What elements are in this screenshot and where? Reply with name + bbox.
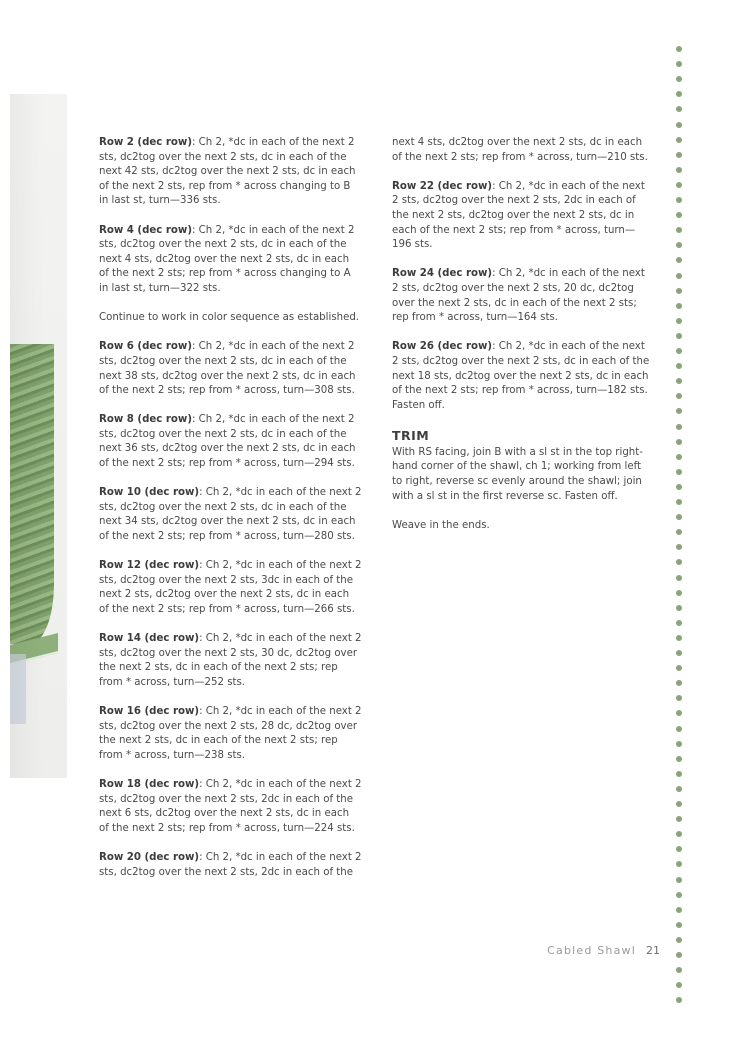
row-label: Row 2 (dec row)	[99, 137, 192, 148]
border-dot	[676, 922, 682, 928]
row-text: : Ch 2, *dc in each of the next 2 sts, dc2tog over the next 2 sts, dc in each of the next 42 sts, dc2tog over the next 2 sts, dc in each of the next 2 sts, rep from * across changing to B in last st, turn—336 sts.	[99, 137, 356, 207]
row-text: next 4 sts, dc2tog over the next 2 sts, dc in each of the next 2 sts; rep from * across, turn—210 sts.	[392, 137, 648, 163]
border-dot	[676, 967, 682, 973]
row-label: Row 26 (dec row)	[392, 341, 493, 353]
border-dot	[676, 605, 682, 611]
border-dot	[676, 529, 682, 535]
border-dot	[676, 122, 682, 128]
border-dot	[676, 348, 682, 354]
trim-paragraph: With RS facing, join B with a sl st in the top right-hand corner of the shawl, ch 1; working from left to right, reverse sc evenly around the shawl; join with a sl st in the first reverse sc. Fasten off.	[392, 446, 643, 502]
border-dot	[676, 288, 682, 294]
border-dot	[676, 831, 682, 837]
border-dot	[676, 982, 682, 988]
border-dot	[676, 393, 682, 399]
dotted-border	[676, 46, 688, 1006]
border-dot	[676, 514, 682, 520]
border-dot	[676, 242, 682, 248]
instruction-paragraph	[99, 705, 362, 763]
row-text: : Ch 2, *dc in each of the next 2 sts, dc2tog over the next 2 sts, dc in each of the next 38 sts, dc2tog over the next 2 sts, dc in each of the next 2 sts; rep from * across, turn—308 sts.	[99, 341, 356, 397]
row-text: : Ch 2, *dc in each of the next 2 sts, dc2tog over the next 2 sts, dc in each of the next 4 sts, dc2tog over the next 2 sts, dc in each of the next 2 sts; rep from * across changing to A in last st, turn—322 sts.	[99, 224, 355, 294]
row-label: Row 16 (dec row)	[99, 706, 200, 718]
border-dot	[676, 907, 682, 913]
row-text: : Ch 2, *dc in each of the next 2 sts, dc2tog over the next 2 sts, 2dc in each of the next 6 sts, dc2tog over the next 2 sts, dc in each of the next 2 sts; rep from * across, turn—224 sts.	[99, 779, 362, 834]
border-dot	[676, 590, 682, 596]
instruction-paragraph	[99, 413, 362, 471]
border-dot	[676, 484, 682, 490]
row-label: Row 4 (dec row)	[99, 224, 192, 236]
row-text: : Ch 2, *dc in each of the next 2 sts, dc2tog over the next 2 sts, 20 dc, dc2tog over the next 2 sts, dc in each of the next 2 sts; rep from * across, turn—164 sts.	[392, 268, 645, 324]
left-column	[99, 136, 362, 895]
row-text: : Ch 2, *dc in each of the next 2 sts, dc2tog over the next 2 sts, dc in each of the next 34 sts, dc2tog over the next 2 sts, dc in each of the next 2 sts; rep from * across, turn—280 sts.	[99, 487, 362, 543]
instruction-paragraph	[392, 340, 654, 413]
border-dot	[676, 710, 682, 716]
instruction-paragraph	[392, 136, 654, 165]
border-dot	[676, 726, 682, 732]
instruction-paragraph	[99, 136, 362, 209]
border-dot	[676, 952, 682, 958]
border-dot	[676, 454, 682, 460]
page-footer	[500, 944, 660, 957]
row-label: Row 24 (dec row)	[392, 268, 493, 280]
border-dot	[676, 273, 682, 279]
row-text: : Ch 2, *dc in each of the next 2 sts, dc2tog over the next 2 sts, 2dc in each of the next 2 sts, dc2tog over the next 2 sts, dc in each of the next 2 sts; rep from * across, turn—196 sts.	[392, 180, 645, 251]
instruction-paragraph	[99, 632, 362, 690]
instruction-paragraph	[392, 180, 654, 253]
trim-heading: TRIM	[392, 427, 430, 443]
border-dot	[676, 861, 682, 867]
border-dot	[676, 846, 682, 852]
instruction-paragraph	[99, 559, 362, 617]
row-label: Row 12 (dec row)	[99, 560, 200, 572]
row-text: : Ch 2, *dc in each of the next 2 sts, dc2tog over the next 2 sts, dc in each of the next 18 sts, dc2tog over the next 2 sts, dc in each of the next 2 sts; rep from * across, turn—182 sts. Fasten off.	[392, 341, 650, 411]
row-label: Row 8 (dec row)	[99, 414, 192, 426]
border-dot	[676, 786, 682, 792]
border-dot	[676, 575, 682, 581]
border-dot	[676, 257, 682, 263]
row-label: Row 18 (dec row)	[99, 779, 200, 791]
border-dot	[676, 439, 682, 445]
border-dot	[676, 197, 682, 203]
instruction-paragraph	[99, 486, 362, 544]
row-text: : Ch 2, *dc in each of the next 2 sts, dc2tog over the next 2 sts, dc in each of the next 36 sts, dc2tog over the next 2 sts, dc in each of the next 2 sts; rep from * across, turn—294 sts.	[99, 414, 356, 470]
border-dot	[676, 46, 682, 52]
border-dot	[676, 424, 682, 430]
border-dot	[676, 318, 682, 324]
border-dot	[676, 182, 682, 188]
border-dot	[676, 378, 682, 384]
instruction-paragraph	[99, 224, 362, 297]
border-dot	[676, 665, 682, 671]
border-dot	[676, 997, 682, 1003]
instruction-paragraph	[99, 311, 362, 326]
row-label: Row 6 (dec row)	[99, 341, 192, 353]
shawl-photo	[10, 94, 67, 778]
border-dot	[676, 544, 682, 550]
border-dot	[676, 303, 682, 309]
border-dot	[676, 469, 682, 475]
border-dot	[676, 76, 682, 82]
instruction-paragraph	[99, 340, 362, 398]
row-text: Continue to work in color sequence as established.	[99, 312, 360, 324]
row-label: Row 10 (dec row)	[99, 487, 200, 499]
page-number: 21	[646, 944, 660, 957]
border-dot	[676, 771, 682, 777]
row-text: : Ch 2, *dc in each of the next 2 sts, dc2tog over the next 2 sts, 28 dc, dc2tog over the next 2 sts, dc in each of the next 2 sts; rep from * across, turn—238 sts.	[99, 706, 362, 761]
row-label: Row 22 (dec row)	[392, 180, 493, 192]
border-dot	[676, 695, 682, 701]
border-dot	[676, 152, 682, 158]
border-dot	[676, 559, 682, 565]
border-dot	[676, 499, 682, 505]
instruction-paragraph	[392, 267, 654, 325]
row-text: : Ch 2, *dc in each of the next 2 sts, dc2tog over the next 2 sts, 2dc in each of the	[99, 852, 362, 878]
right-column	[392, 136, 654, 548]
border-dot	[676, 137, 682, 143]
border-dot	[676, 91, 682, 97]
border-dot	[676, 937, 682, 943]
row-label: Row 20 (dec row)	[99, 852, 200, 864]
border-dot	[676, 650, 682, 656]
border-dot	[676, 816, 682, 822]
border-dot	[676, 680, 682, 686]
border-dot	[676, 106, 682, 112]
border-dot	[676, 741, 682, 747]
border-dot	[676, 620, 682, 626]
border-dot	[676, 801, 682, 807]
row-text: : Ch 2, *dc in each of the next 2 sts, dc2tog over the next 2 sts, 30 dc, dc2tog over the next 2 sts, dc in each of the next 2 sts; rep from * across, turn—252 sts.	[99, 633, 362, 688]
row-label: Row 14 (dec row)	[99, 633, 200, 645]
border-dot	[676, 167, 682, 173]
row-text: : Ch 2, *dc in each of the next 2 sts, dc2tog over the next 2 sts, 3dc in each of the next 2 sts, dc2tog over the next 2 sts, dc in each of the next 2 sts; rep from * across, turn—266 sts.	[99, 560, 362, 615]
border-dot	[676, 635, 682, 641]
instruction-paragraph	[99, 778, 362, 836]
border-dot	[676, 892, 682, 898]
border-dot	[676, 408, 682, 414]
border-dot	[676, 756, 682, 762]
border-dot	[676, 877, 682, 883]
border-dot	[676, 333, 682, 339]
border-dot	[676, 212, 682, 218]
instruction-paragraph	[99, 851, 362, 880]
border-dot	[676, 227, 682, 233]
trim-paragraph: Weave in the ends.	[392, 519, 490, 531]
border-dot	[676, 363, 682, 369]
border-dot	[676, 61, 682, 67]
footer-title: Cabled Shawl	[547, 944, 636, 957]
